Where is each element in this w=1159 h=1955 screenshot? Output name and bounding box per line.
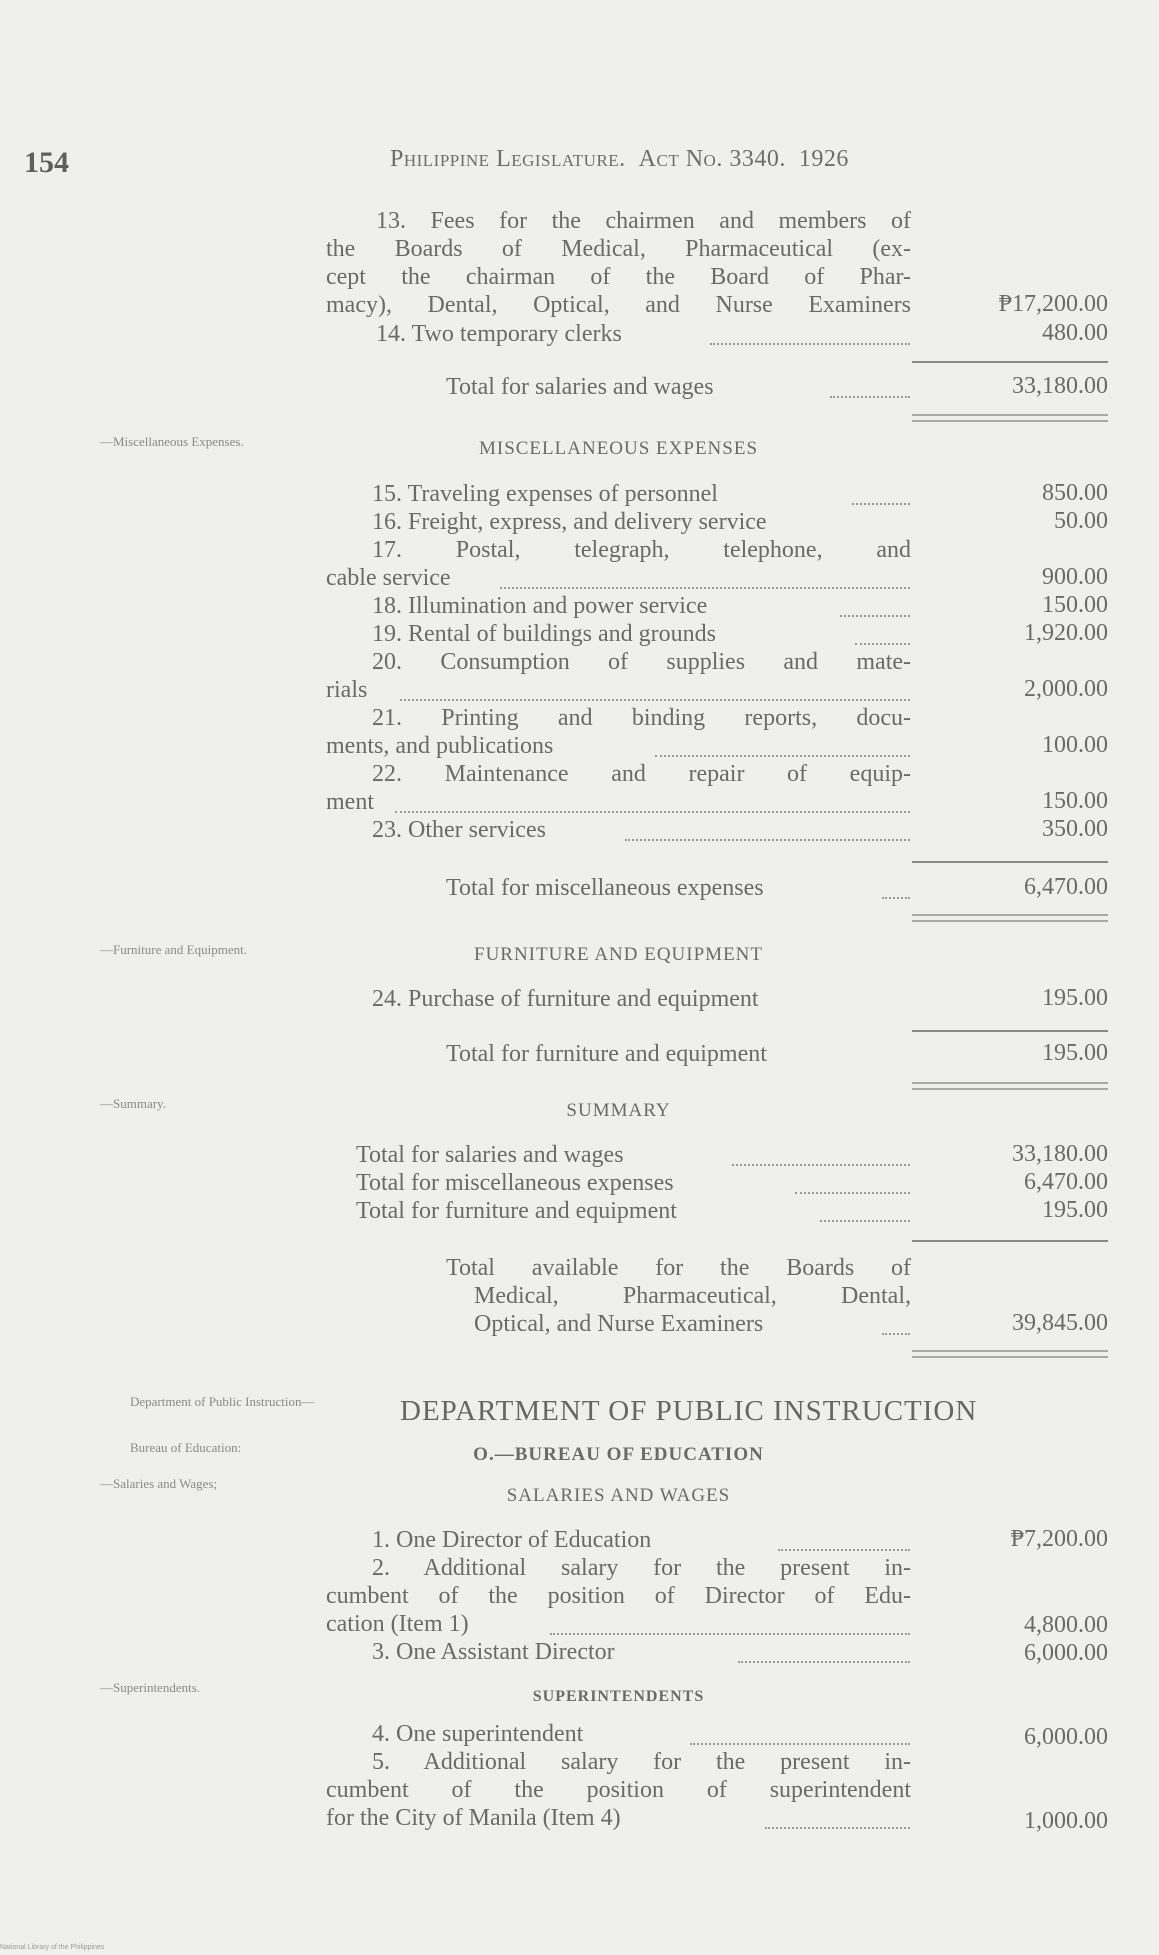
dept-item-3-amount: 6,000.00	[1024, 1640, 1108, 1666]
double-rule	[912, 1350, 1108, 1358]
leader-dots	[855, 643, 910, 645]
margin-note-salaries: —Salaries and Wages;	[100, 1476, 218, 1491]
margin-note-summary: —Summary.	[100, 1096, 166, 1111]
bureau-heading: O.—BUREAU OF EDUCATION	[473, 1444, 764, 1465]
leader-dots	[778, 1549, 910, 1551]
running-head	[390, 146, 849, 173]
double-rule	[912, 414, 1108, 422]
grand-total-line-2: Medical, Pharmaceutical, Dental,	[474, 1283, 911, 1309]
sup-item-5-line-3: for the City of Manila (Item 4)	[326, 1805, 621, 1831]
dept-item-1-amount: ₱7,200.00	[1010, 1526, 1108, 1552]
rule	[912, 361, 1108, 363]
double-rule	[912, 914, 1108, 922]
item-23-amount: 350.00	[1042, 816, 1108, 842]
item-20-line-2: rials	[326, 677, 368, 703]
leader-dots	[820, 1220, 910, 1222]
leader-dots	[882, 1333, 910, 1335]
sup-item-5-amount: 1,000.00	[1024, 1808, 1108, 1834]
item-13-line-3: cept the chairman of the Board of Phar-	[326, 264, 911, 290]
misc-heading: MISCELLANEOUS EXPENSES	[478, 438, 759, 459]
grand-total-line-3: Optical, and Nurse Examiners	[474, 1311, 764, 1337]
double-rule	[912, 1082, 1108, 1090]
sup-item-4-amount: 6,000.00	[1024, 1724, 1108, 1750]
summary-heading: SUMMARY	[566, 1100, 671, 1121]
item-19-label: 19. Rental of buildings and grounds	[372, 621, 716, 647]
item-20-amount: 2,000.00	[1024, 676, 1108, 702]
dept-salaries-heading: SALARIES AND WAGES	[506, 1485, 731, 1506]
dept-item-3-label: 3. One Assistant Director	[372, 1639, 615, 1665]
item-15-label: 15. Traveling expenses of personnel	[372, 481, 718, 507]
leader-dots	[852, 503, 910, 505]
item-13-amount: ₱17,200.00	[998, 291, 1108, 317]
dept-item-2-line-1: 2. Additional salary for the present in-	[372, 1555, 911, 1581]
footer-credit: National Library of the Philippines	[0, 1944, 105, 1951]
dept-item-1-label: 1. One Director of Education	[372, 1527, 652, 1553]
grand-total-amount: 39,845.00	[1012, 1310, 1108, 1336]
leader-dots	[710, 343, 910, 345]
summary-row-misc-amount: 6,470.00	[1024, 1169, 1108, 1195]
leader-dots	[765, 1827, 910, 1829]
total-misc-label: Total for miscellaneous expenses	[446, 875, 764, 901]
item-21-amount: 100.00	[1042, 732, 1108, 758]
item-22-line-1: 22. Maintenance and repair of equip-	[372, 761, 911, 787]
total-furniture-label: Total for furniture and equipment	[446, 1041, 767, 1067]
item-17-line-1: 17. Postal, telegraph, telephone, and	[372, 537, 911, 563]
item-20-line-1: 20. Consumption of supplies and mate-	[372, 649, 911, 675]
leader-dots	[738, 1661, 910, 1663]
summary-row-furniture-amount: 195.00	[1042, 1197, 1108, 1223]
dept-item-2-line-2: cumbent of the position of Director of Edu-	[326, 1583, 911, 1609]
sup-item-5-line-2: cumbent of the position of superintendent	[326, 1777, 911, 1803]
item-17-line-2: cable service	[326, 565, 451, 591]
summary-row-furniture-label: Total for furniture and equipment	[356, 1198, 677, 1224]
rule	[912, 1240, 1108, 1242]
item-18-amount: 150.00	[1042, 592, 1108, 618]
furniture-heading: FURNITURE AND EQUIPMENT	[474, 944, 763, 965]
page-number: 154	[24, 146, 69, 179]
sup-item-4-label: 4. One superintendent	[372, 1721, 584, 1747]
dept-item-2-amount: 4,800.00	[1024, 1612, 1108, 1638]
leader-dots	[732, 1164, 910, 1166]
item-23-label: 23. Other services	[372, 817, 546, 843]
total-salaries-label: Total for salaries and wages	[446, 374, 714, 400]
leader-dots	[550, 1633, 910, 1635]
margin-note-misc: —Miscellaneous Expenses.	[100, 434, 244, 449]
leader-dots	[795, 1192, 910, 1194]
item-16-label: 16. Freight, express, and delivery service	[372, 509, 767, 535]
department-title: DEPARTMENT OF PUBLIC INSTRUCTION	[400, 1395, 978, 1427]
item-14-label: 14. Two temporary clerks	[376, 321, 622, 347]
total-furniture-amount: 195.00	[1042, 1040, 1108, 1066]
margin-note-furniture: —Furniture and Equipment.	[100, 942, 247, 957]
running-head-year: 1926	[798, 146, 849, 172]
leader-dots	[395, 811, 910, 813]
running-head-publisher: Philippine Legislature.	[390, 146, 626, 172]
margin-note-department: Department of Public Instruction—	[130, 1394, 315, 1409]
item-22-line-2: ment	[326, 789, 374, 815]
leader-dots	[882, 897, 910, 899]
item-13-line-4: macy), Dental, Optical, and Nurse Examiners	[326, 292, 911, 318]
item-18-label: 18. Illumination and power service	[372, 593, 708, 619]
summary-row-salaries-amount: 33,180.00	[1012, 1141, 1108, 1167]
rule	[912, 1030, 1108, 1032]
margin-note-superintendents: —Superintendents.	[100, 1680, 201, 1695]
total-salaries-amount: 33,180.00	[1012, 373, 1108, 399]
item-19-amount: 1,920.00	[1024, 620, 1108, 646]
item-21-line-1: 21. Printing and binding reports, docu-	[372, 705, 911, 731]
leader-dots	[400, 699, 910, 701]
item-16-amount: 50.00	[1054, 508, 1108, 534]
item-24-label: 24. Purchase of furniture and equipment	[372, 986, 759, 1012]
item-13-line-1: 13. Fees for the chairmen and members of	[376, 208, 911, 234]
summary-row-misc-label: Total for miscellaneous expenses	[356, 1170, 674, 1196]
item-13-line-2: the Boards of Medical, Pharmaceutical (ex-	[326, 236, 911, 262]
item-14-amount: 480.00	[1042, 320, 1108, 346]
margin-note-bureau: Bureau of Education:	[130, 1440, 242, 1455]
grand-total-line-1: Total available for the Boards of	[446, 1255, 911, 1281]
leader-dots	[500, 587, 910, 589]
dept-item-2-line-3: cation (Item 1)	[326, 1611, 469, 1637]
item-17-amount: 900.00	[1042, 564, 1108, 590]
running-head-act: Act No. 3340.	[638, 146, 786, 172]
item-22-amount: 150.00	[1042, 788, 1108, 814]
sup-item-5-line-1: 5. Additional salary for the present in-	[372, 1749, 911, 1775]
leader-dots	[830, 396, 910, 398]
leader-dots	[840, 615, 910, 617]
leader-dots	[690, 1743, 910, 1745]
leader-dots	[625, 839, 910, 841]
summary-row-salaries-label: Total for salaries and wages	[356, 1142, 624, 1168]
superintendents-heading: SUPERINTENDENTS	[532, 1688, 705, 1705]
item-15-amount: 850.00	[1042, 480, 1108, 506]
item-24-amount: 195.00	[1042, 985, 1108, 1011]
rule	[912, 861, 1108, 863]
item-21-line-2: ments, and publications	[326, 733, 554, 759]
total-misc-amount: 6,470.00	[1024, 874, 1108, 900]
leader-dots	[655, 755, 910, 757]
